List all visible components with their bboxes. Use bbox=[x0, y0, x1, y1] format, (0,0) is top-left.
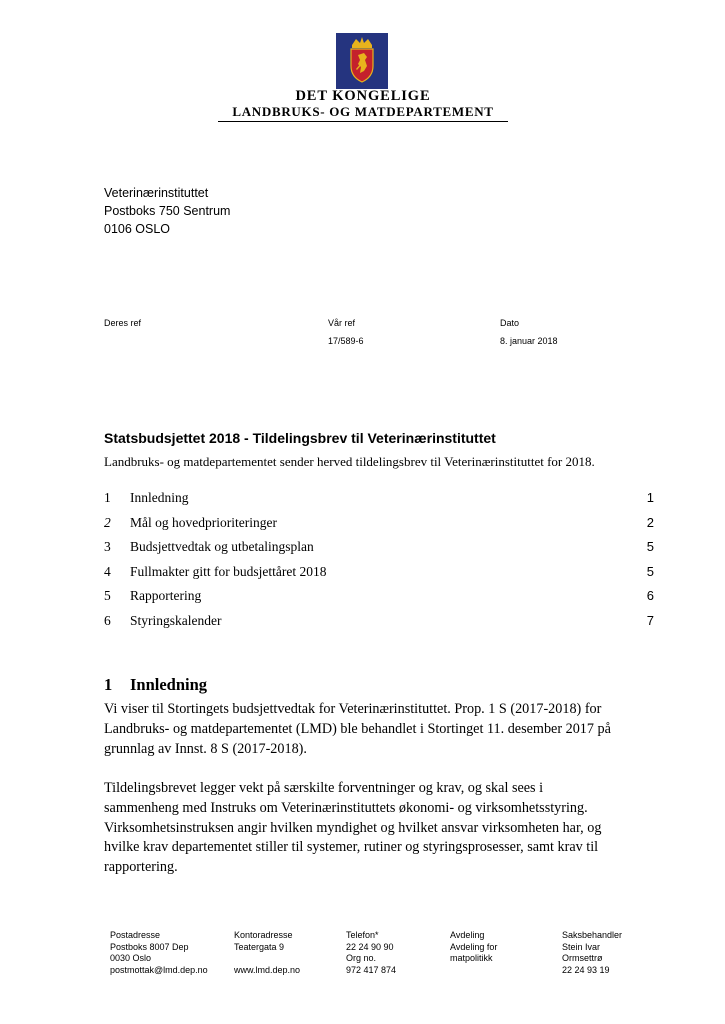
var-ref-value: 17/589-6 bbox=[328, 336, 364, 346]
toc-page: 5 bbox=[646, 539, 654, 554]
table-of-contents bbox=[104, 490, 656, 637]
footer-line: Stein Ivar bbox=[562, 941, 601, 952]
toc-title: Innledning bbox=[130, 490, 189, 505]
footer-line: Teatergata 9 bbox=[234, 941, 285, 952]
toc-number: 3 bbox=[104, 539, 111, 554]
date-field bbox=[500, 318, 558, 346]
paragraph-line: rapportering. bbox=[104, 859, 178, 876]
date-value: 8. januar 2018 bbox=[500, 336, 558, 346]
footer-line bbox=[234, 953, 300, 965]
toc-page: 6 bbox=[646, 588, 654, 603]
footer-line: 22 24 93 19 bbox=[562, 964, 610, 975]
recipient-city: 0106 OSLO bbox=[104, 222, 171, 236]
footer-website: www.lmd.dep.no bbox=[234, 964, 301, 975]
section-title: Innledning bbox=[130, 675, 208, 694]
toc-page: 1 bbox=[646, 490, 654, 505]
footer-heading: Kontoradresse bbox=[234, 930, 293, 940]
toc-row bbox=[104, 490, 656, 515]
footer-line: Avdeling for bbox=[450, 941, 498, 952]
footer-kontoradresse bbox=[234, 930, 300, 976]
ministry-logo bbox=[218, 33, 508, 123]
section-number: 1 bbox=[104, 675, 113, 694]
toc-title: Styringskalender bbox=[130, 612, 222, 628]
footer-line: 22 24 90 90 bbox=[346, 941, 394, 952]
footer-line: Org no. bbox=[346, 953, 377, 963]
toc-number: 4 bbox=[104, 563, 111, 579]
royal-coat-of-arms-icon bbox=[336, 33, 388, 89]
paragraph-line: sammenheng med Instruks om Veterinærinstituttets økonomi- og virksomhetsstyring. bbox=[104, 799, 588, 816]
toc-page: 5 bbox=[646, 563, 654, 579]
section-heading bbox=[104, 675, 207, 695]
toc-title: Fullmakter gitt for budsjettåret 2018 bbox=[130, 563, 327, 579]
toc-title: Mål og hovedprioriteringer bbox=[130, 514, 277, 530]
department-name-line1: DET KONGELIGE bbox=[295, 88, 431, 104]
footer-heading: Postadresse bbox=[110, 930, 161, 940]
letter-intro: Landbruks- og matdepartementet sender herved tildelingsbrev til Veterinærinstituttet for 2018. bbox=[104, 454, 595, 469]
var-ref-field bbox=[328, 318, 364, 346]
toc-row bbox=[104, 564, 656, 589]
recipient-address bbox=[104, 184, 230, 238]
deres-ref-field bbox=[104, 318, 141, 336]
footer-telefon bbox=[346, 930, 396, 976]
paragraph-line: Tildelingsbrevet legger vekt på særskilte forventninger og krav, og skal sees i bbox=[104, 780, 544, 796]
recipient-name: Veterinærinstituttet bbox=[104, 186, 209, 200]
paragraph-line: Vi viser til Stortingets budsjettvedtak for Veterinærinstituttet. Prop. 1 S (2017-2018) for bbox=[104, 701, 602, 717]
footer-line: matpolitikk bbox=[450, 953, 493, 963]
footer-heading: Telefon* bbox=[346, 930, 379, 940]
date-label: Dato bbox=[500, 318, 520, 328]
paragraph-line: grunnlag av Innst. 8 S (2017-2018). bbox=[104, 740, 307, 757]
toc-number: 1 bbox=[104, 490, 111, 505]
toc-page: 7 bbox=[646, 612, 654, 628]
header-divider bbox=[218, 121, 508, 122]
paragraph-2 bbox=[104, 779, 664, 878]
paragraph-1 bbox=[104, 700, 664, 759]
toc-title: Rapportering bbox=[130, 588, 202, 603]
paragraph-line: hvilke krav departementet stiller til systemer, rutiner og styringsprosesser, samt krav til bbox=[104, 839, 599, 856]
toc-row bbox=[104, 588, 656, 613]
toc-title: Budsjettvedtak og utbetalingsplan bbox=[130, 539, 314, 554]
footer-avdeling bbox=[450, 930, 497, 965]
toc-number: 2 bbox=[104, 514, 111, 530]
toc-page: 2 bbox=[646, 514, 654, 530]
var-ref-label: Vår ref bbox=[328, 318, 356, 328]
footer-line: Postboks 8007 Dep bbox=[110, 941, 189, 952]
footer-heading: Avdeling bbox=[450, 930, 485, 940]
paragraph-line: Virksomhetsinstruksen angir hvilken myndighet og hvilket ansvar virksomheten har, og bbox=[104, 819, 602, 836]
footer-saksbehandler bbox=[562, 930, 622, 976]
toc-row bbox=[104, 613, 656, 638]
deres-ref-label: Deres ref bbox=[104, 318, 142, 328]
footer-line: 972 417 874 bbox=[346, 964, 397, 975]
footer-postadresse bbox=[110, 930, 208, 976]
footer-line: Ormsettrø bbox=[562, 953, 603, 963]
paragraph-line: Landbruks- og matdepartementet (LMD) ble behandlet i Stortinget 11. desember 2017 på bbox=[104, 720, 611, 737]
toc-row bbox=[104, 539, 656, 564]
recipient-street: Postboks 750 Sentrum bbox=[104, 204, 231, 218]
letter-subject: Statsbudsjettet 2018 - Tildelingsbrev til Veterinærinstituttet bbox=[104, 430, 496, 446]
footer-line: 0030 Oslo bbox=[110, 953, 152, 963]
toc-row bbox=[104, 515, 656, 540]
toc-number: 5 bbox=[104, 588, 111, 603]
footer-email: postmottak@lmd.dep.no bbox=[110, 964, 208, 975]
department-name-line2: LANDBRUKS- OG MATDEPARTEMENT bbox=[232, 104, 494, 119]
footer-heading: Saksbehandler bbox=[562, 930, 623, 940]
toc-number: 6 bbox=[104, 612, 111, 628]
